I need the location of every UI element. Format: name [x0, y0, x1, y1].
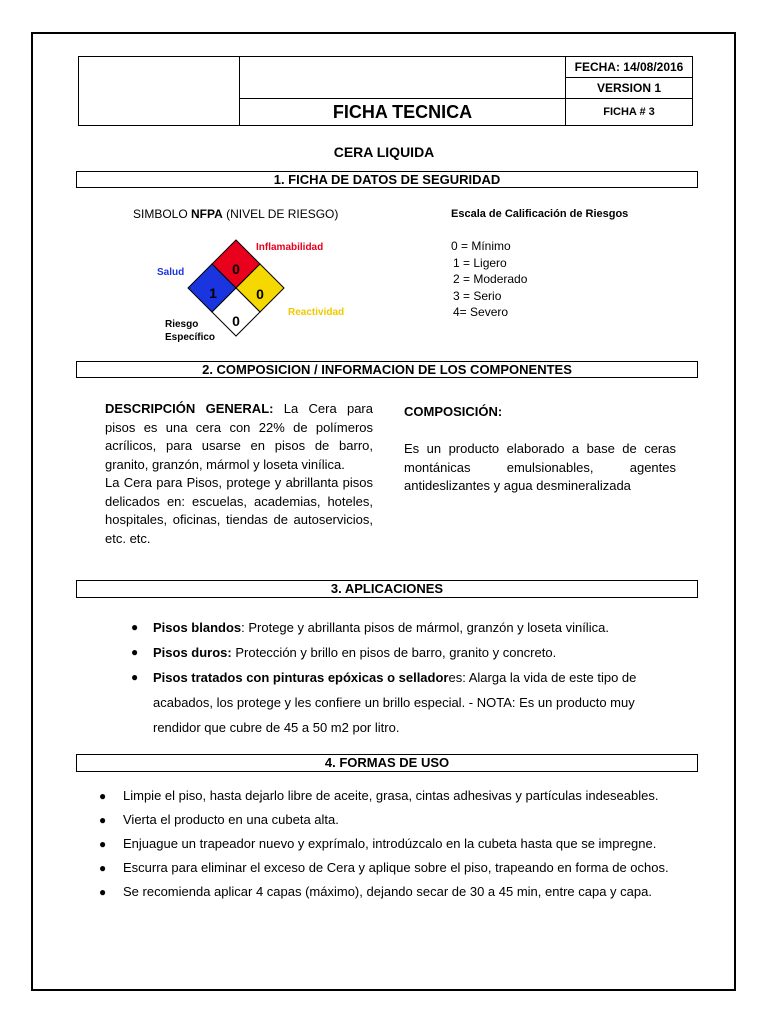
risk-scale-list [451, 238, 527, 321]
applications-list [131, 615, 678, 740]
list-item: ● Vierta el producto en una cubeta alta. [99, 812, 339, 827]
list-item: ● Pisos blandos: Protege y abrillanta pisos de mármol, granzón y loseta vinílica. [131, 620, 609, 635]
blank-cell [240, 57, 566, 99]
nfpa-diamond [150, 232, 365, 347]
risk-scale-item: 1 = Ligero [453, 255, 507, 270]
list-item: ● Se recomienda aplicar 4 capas (máximo), dejando secar de 30 a 45 min, entre capa y capa. [99, 884, 652, 899]
header-table [78, 56, 693, 126]
health-value: 1 [209, 285, 217, 301]
product-title: CERA LIQUIDA [333, 144, 435, 160]
section-3-heading: 3. APLICACIONES [76, 580, 698, 598]
list-item: ● Enjuague un trapeador nuevo y exprímalo, introdúzcalo en la cubeta hasta que se impregne. [99, 836, 657, 851]
fecha-cell: FECHA: 14/08/2016 [566, 57, 693, 78]
nfpa-symbol-label: SIMBOLO NFPA (NIVEL DE RIESGO) [133, 207, 339, 221]
risk-scale-item: 3 = Serio [453, 288, 502, 303]
specific-label-line-2: Específico [165, 332, 216, 343]
health-label: Salud [157, 267, 185, 278]
logo-cell [79, 57, 240, 126]
flammability-label: Inflamabilidad [256, 242, 324, 253]
composition-text: Es un producto elaborado a base de ceras montánicas emulsionables, agentes antideslizantes y agua desmineralizada [404, 441, 676, 493]
section-1-heading: 1. FICHA DE DATOS DE SEGURIDAD [76, 171, 698, 188]
flammability-value: 0 [232, 261, 240, 277]
composition-label: COMPOSICIÓN: [404, 404, 503, 419]
reactivity-value: 0 [256, 286, 264, 302]
version-cell: VERSION 1 [566, 78, 693, 99]
specific-value: 0 [232, 313, 240, 329]
general-description-label: DESCRIPCIÓN GENERAL: [105, 401, 274, 416]
list-item: ● Pisos tratados con pinturas epóxicas o selladores: Alarga la vida de este tipo de acabados, los protege y les confiere un brillo especial. - NOTA: Es un producto muy rendidor que cubre de 45 a 50 m2 por litro. [131, 670, 637, 735]
list-item: ● Pisos duros: Protección y brillo en pisos de barro, granito y concreto. [131, 645, 557, 660]
risk-scale-item: 0 = Mínimo [451, 239, 511, 253]
list-item: ● Escurra para eliminar el exceso de Cera y aplique sobre el piso, trapeando en forma de ochos. [99, 860, 669, 875]
usage-list [99, 784, 678, 904]
general-description: DESCRIPCIÓN GENERAL: La Cera para pisos es una cera con 22% de polímeros acrílicos, para usarse en pisos de barro, granito, granzón, mármol y loseta vinílica. La Cera para Pisos, protege y abrillanta pisos delicados en: escuelas, academias, hoteles, hospitales, oficinas, tiendas de autoservicios, etc. etc. [105, 401, 373, 546]
section-2-heading: 2. COMPOSICION / INFORMACION DE LOS COMPONENTES [76, 361, 698, 378]
ficha-number: FICHA # 3 [566, 99, 693, 126]
specific-label-line-1: Riesgo [165, 319, 199, 330]
section-4-heading: 4. FORMAS DE USO [76, 754, 698, 772]
risk-scale-item: 2 = Moderado [453, 272, 528, 286]
list-item: ● Limpie el piso, hasta dejarlo libre de aceite, grasa, cintas adhesivas y partículas indeseables. [99, 788, 659, 803]
risk-scale-title: Escala de Calificación de Riesgos [451, 208, 629, 220]
risk-scale-item: 4= Severo [453, 305, 509, 319]
document-title: FICHA TECNICA [240, 99, 566, 126]
reactivity-label: Reactividad [288, 307, 345, 318]
